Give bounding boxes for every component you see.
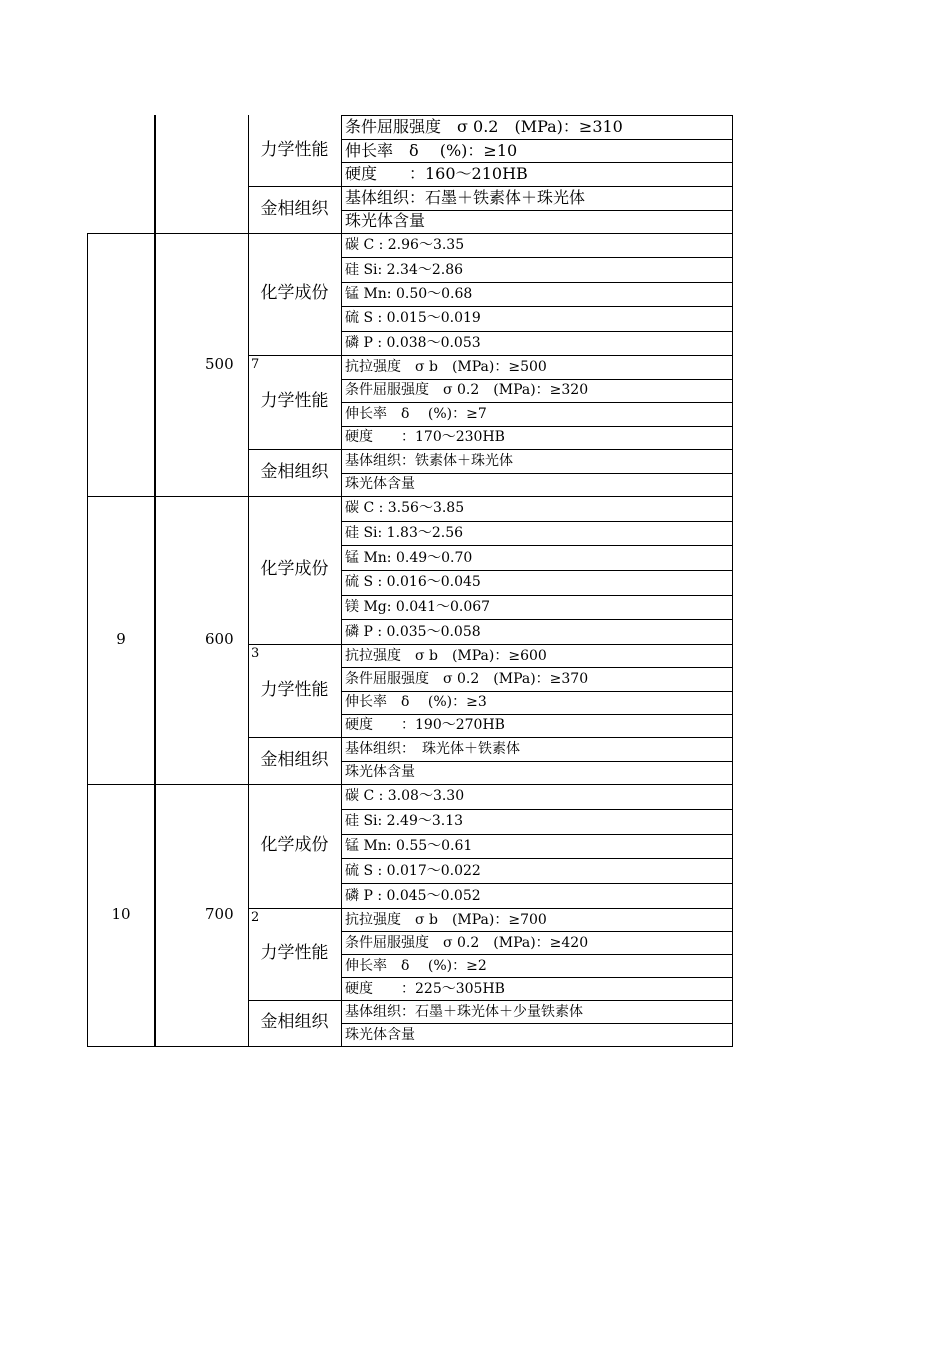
chem-row-line: [341, 858, 732, 859]
section-line: [248, 355, 732, 356]
metal-label: 金相组织: [260, 750, 329, 770]
mech-value: 抗拉强度 σ b (MPa)：≥500: [345, 359, 547, 375]
row-number: 10: [111, 905, 131, 923]
group-line: [87, 233, 732, 234]
chem-value: 碳 C : 2.96～3.35: [345, 237, 465, 253]
chem-value: 硅 Si: 1.83～2.56: [345, 525, 464, 541]
elongation-suffix: 3: [251, 646, 260, 661]
metal-value: 基体组织：石墨＋铁素体＋珠光体: [345, 188, 586, 207]
metal-row-line: [341, 761, 732, 762]
chem-value: 镁 Mg: 0.041～0.067: [345, 599, 491, 615]
chem-row-line: [341, 570, 732, 571]
border-right: [732, 115, 733, 1047]
border-top: [341, 115, 733, 116]
mech-row-line: [341, 691, 732, 692]
chem-value: 硅 Si: 2.49～3.13: [345, 813, 464, 829]
mech-row-line: [341, 667, 732, 668]
border-bottom: [87, 1046, 733, 1047]
mech-row-line: [341, 977, 732, 978]
mech-row-line: [341, 379, 732, 380]
mech-value: 抗拉强度 σ b (MPa)：≥700: [345, 912, 547, 928]
metal-value: 珠光体含量: [345, 211, 426, 230]
mech-value: 条件屈服强度 σ 0.2 (MPa)：≥420: [345, 935, 589, 951]
section-line: [248, 449, 732, 450]
chem-row-line: [341, 282, 732, 283]
mech-value: 硬度 ：225～305HB: [345, 981, 505, 997]
mech-row-line: [341, 426, 732, 427]
chem-label: 化学成份: [260, 835, 329, 855]
chem-row-line: [341, 521, 732, 522]
mech-label: 力学性能: [260, 140, 329, 160]
mech-value: 条件屈服强度 σ 0.2 (MPa)：≥310: [345, 117, 623, 136]
chem-value: 锰 Mn: 0.55～0.61: [345, 838, 473, 854]
chem-label: 化学成份: [260, 559, 329, 579]
chem-value: 硫 S : 0.016～0.045: [345, 574, 481, 590]
mech-row-line: [341, 402, 732, 403]
chem-value: 碳 C : 3.56～3.85: [345, 500, 465, 516]
chem-row-line: [341, 545, 732, 546]
group-line: [87, 496, 732, 497]
metal-value: 基体组织： 珠光体＋铁素体: [345, 741, 520, 757]
chem-value: 锰 Mn: 0.49～0.70: [345, 550, 473, 566]
chem-value: 硅 Si: 2.34～2.86: [345, 262, 464, 278]
mech-value: 硬度 ：170～230HB: [345, 429, 505, 445]
chem-row-line: [341, 809, 732, 810]
chem-value: 锰 Mn: 0.50～0.68: [345, 286, 473, 302]
section-line: [248, 737, 732, 738]
mech-value: 硬度 ：160～210HB: [345, 164, 528, 183]
chem-value: 磷 P : 0.035～0.058: [345, 624, 481, 640]
metal-label: 金相组织: [260, 462, 329, 482]
chem-row-line: [341, 331, 732, 332]
grade-value: 600: [205, 630, 234, 648]
metal-value: 珠光体含量: [345, 1027, 415, 1043]
mech-label: 力学性能: [260, 680, 329, 700]
mech-row-line: [341, 714, 732, 715]
mech-row-line: [341, 139, 732, 140]
section-line: [248, 908, 732, 909]
mech-value: 伸长率 δ (%)：≥7: [345, 406, 487, 422]
metal-label: 金相组织: [260, 1012, 329, 1032]
group-line: [87, 784, 732, 785]
metal-value: 珠光体含量: [345, 764, 415, 780]
metal-label: 金相组织: [260, 199, 329, 219]
metal-row-line: [341, 1023, 732, 1024]
mech-value: 伸长率 δ (%)：≥3: [345, 694, 487, 710]
mech-row-line: [341, 162, 732, 163]
mech-row-line: [341, 954, 732, 955]
metal-value: 珠光体含量: [345, 476, 415, 492]
chem-row-line: [341, 595, 732, 596]
chem-value: 磷 P : 0.045～0.052: [345, 888, 481, 904]
section-line: [248, 186, 732, 187]
chem-row-line: [341, 834, 732, 835]
mech-value: 伸长率 δ (%)：≥10: [345, 141, 518, 160]
mech-value: 抗拉强度 σ b (MPa)：≥600: [345, 648, 547, 664]
elongation-suffix: 7: [251, 357, 260, 372]
mech-label: 力学性能: [260, 391, 329, 411]
mech-row-line: [341, 931, 732, 932]
elongation-suffix: 2: [251, 910, 260, 925]
section-line: [248, 644, 732, 645]
chem-value: 磷 P : 0.038～0.053: [345, 335, 481, 351]
mech-value: 硬度 ：190～270HB: [345, 717, 505, 733]
chem-row-line: [341, 883, 732, 884]
chem-label: 化学成份: [260, 283, 329, 303]
metal-value: 基体组织：铁素体＋珠光体: [345, 453, 513, 469]
chem-value: 碳 C : 3.08～3.30: [345, 788, 465, 804]
mech-value: 伸长率 δ (%)：≥2: [345, 958, 487, 974]
chem-row-line: [341, 257, 732, 258]
mech-value: 条件屈服强度 σ 0.2 (MPa)：≥320: [345, 382, 589, 398]
mech-value: 条件屈服强度 σ 0.2 (MPa)：≥370: [345, 671, 589, 687]
metal-row-line: [341, 473, 732, 474]
grade-value: 700: [205, 905, 234, 923]
chem-value: 硫 S : 0.015～0.019: [345, 310, 481, 326]
row-number: 9: [116, 630, 126, 648]
section-line: [248, 1000, 732, 1001]
chem-row-line: [341, 306, 732, 307]
metal-value: 基体组织：石墨＋珠光体＋少量铁素体: [345, 1004, 583, 1020]
grade-value: 500: [205, 355, 234, 373]
chem-value: 硫 S : 0.017～0.022: [345, 863, 481, 879]
chem-row-line: [341, 619, 732, 620]
mech-label: 力学性能: [260, 943, 329, 963]
